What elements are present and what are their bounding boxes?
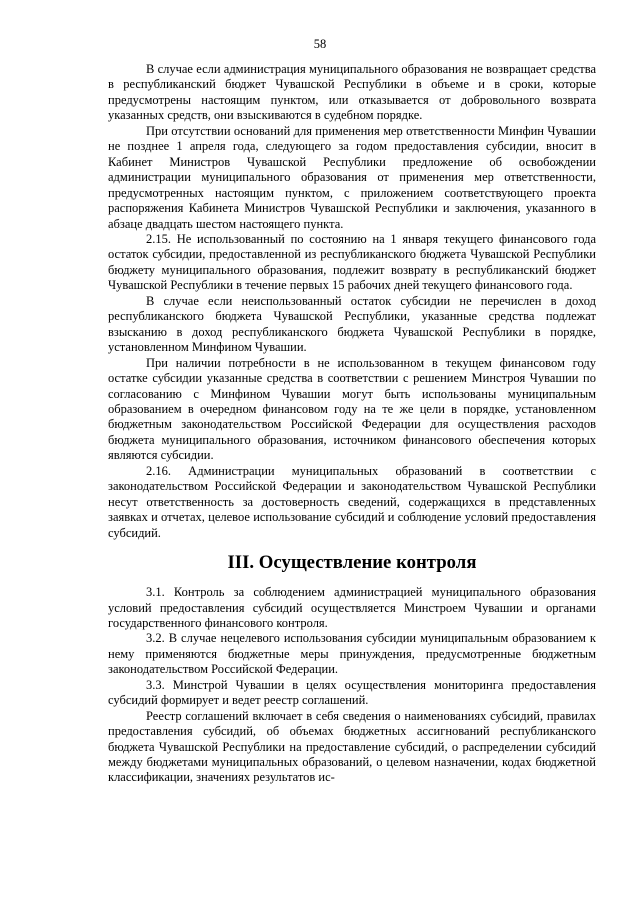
paragraph: 3.3. Минстрой Чувашии в целях осуществления мониторинга предоставления субсидий формирует и ведет реестр соглашений. (108, 677, 596, 708)
page-number: 58 (313, 37, 327, 51)
paragraph: 2.16. Администрации муниципальных образований в соответствии с законодательством Российской Федерации и законодательством Чувашской Республики несут ответственность за достоверность сведений, содержащихся в представленных заявках и отчетах, целевое использование субсидий и соблюдение условий предоставления субсидий. (108, 463, 596, 540)
paragraph: 3.2. В случае нецелевого использования субсидии муниципальным образованием к нему применяются бюджетные меры принуждения, предусмотренные бюджетным законодательством Российской Федерации. (108, 631, 596, 677)
document-body (108, 62, 596, 786)
paragraph: 2.15. Не использованный по состоянию на 1 января текущего финансового года остаток субсидии, предоставленной из республиканского бюджета Чувашской Республики бюджету муниципального образования, подлежит возврату в республиканский бюджет Чувашской Республики в течение первых 15 рабочих дней текущего финансового года. (108, 231, 596, 293)
paragraph: В случае если администрация муниципального образования не возвращает средства в республиканский бюджет Чувашской Республики в объеме и в сроки, которые предусмотрены настоящим пунктом, или отказывается от добровольного возврата указанных средств, они взыскиваются в судебном порядке. (108, 62, 596, 123)
paragraph: В случае если неиспользованный остаток субсидии не перечислен в доход республиканского бюджета Чувашской Республики, указанные средства подлежат взысканию в доход республиканского бюджета Чувашской Республики в порядке, установленном Минфином Чувашии. (108, 293, 596, 355)
paragraph: 3.1. Контроль за соблюдением администрацией муниципального образования условий предоставления субсидий осуществляется Минстроем Чувашии и органами государственного финансового контроля. (108, 585, 596, 630)
paragraph: Реестр соглашений включает в себя сведения о наименованиях субсидий, правилах предоставления субсидий, об объемах бюджетных ассигнований республиканского бюджета Чувашской Республики на предоставление субсидий, о распределении субсидий между бюджетами муниципальных образований, о целевом назначении, кодах бюджетной классификации, значениях результатов ис- (108, 708, 596, 785)
section-title: III. Осуществление контроля (227, 552, 477, 574)
paragraph: При отсутствии оснований для применения мер ответственности Минфин Чувашии не позднее 1 апреля года, следующего за годом предоставления субсидии, вносит в Кабинет Министров Чувашской Республики предложение об освобождении администрации муниципального образования от применения мер ответственности, предусмотренных настоящим пунктом, с приложением соответствующего проекта распоряжения Кабинета Министров Чувашской Республики и заключения, указанного в абзаце двадцать шестом настоящего пункта. (108, 123, 596, 231)
paragraph: При наличии потребности в не использованном в текущем финансовом году остатке субсидии указанные средства в соответствии с решением Минстроя Чувашии по согласованию с Минфином Чувашии могут быть использованы муниципальным образованием в очередном финансовом году на те же цели в порядке, установленном бюджетным законодательством Российской Федерации для осуществления расходов бюджета муниципального образования, источником финансового обеспечения которых являются субсидии. (108, 355, 596, 463)
